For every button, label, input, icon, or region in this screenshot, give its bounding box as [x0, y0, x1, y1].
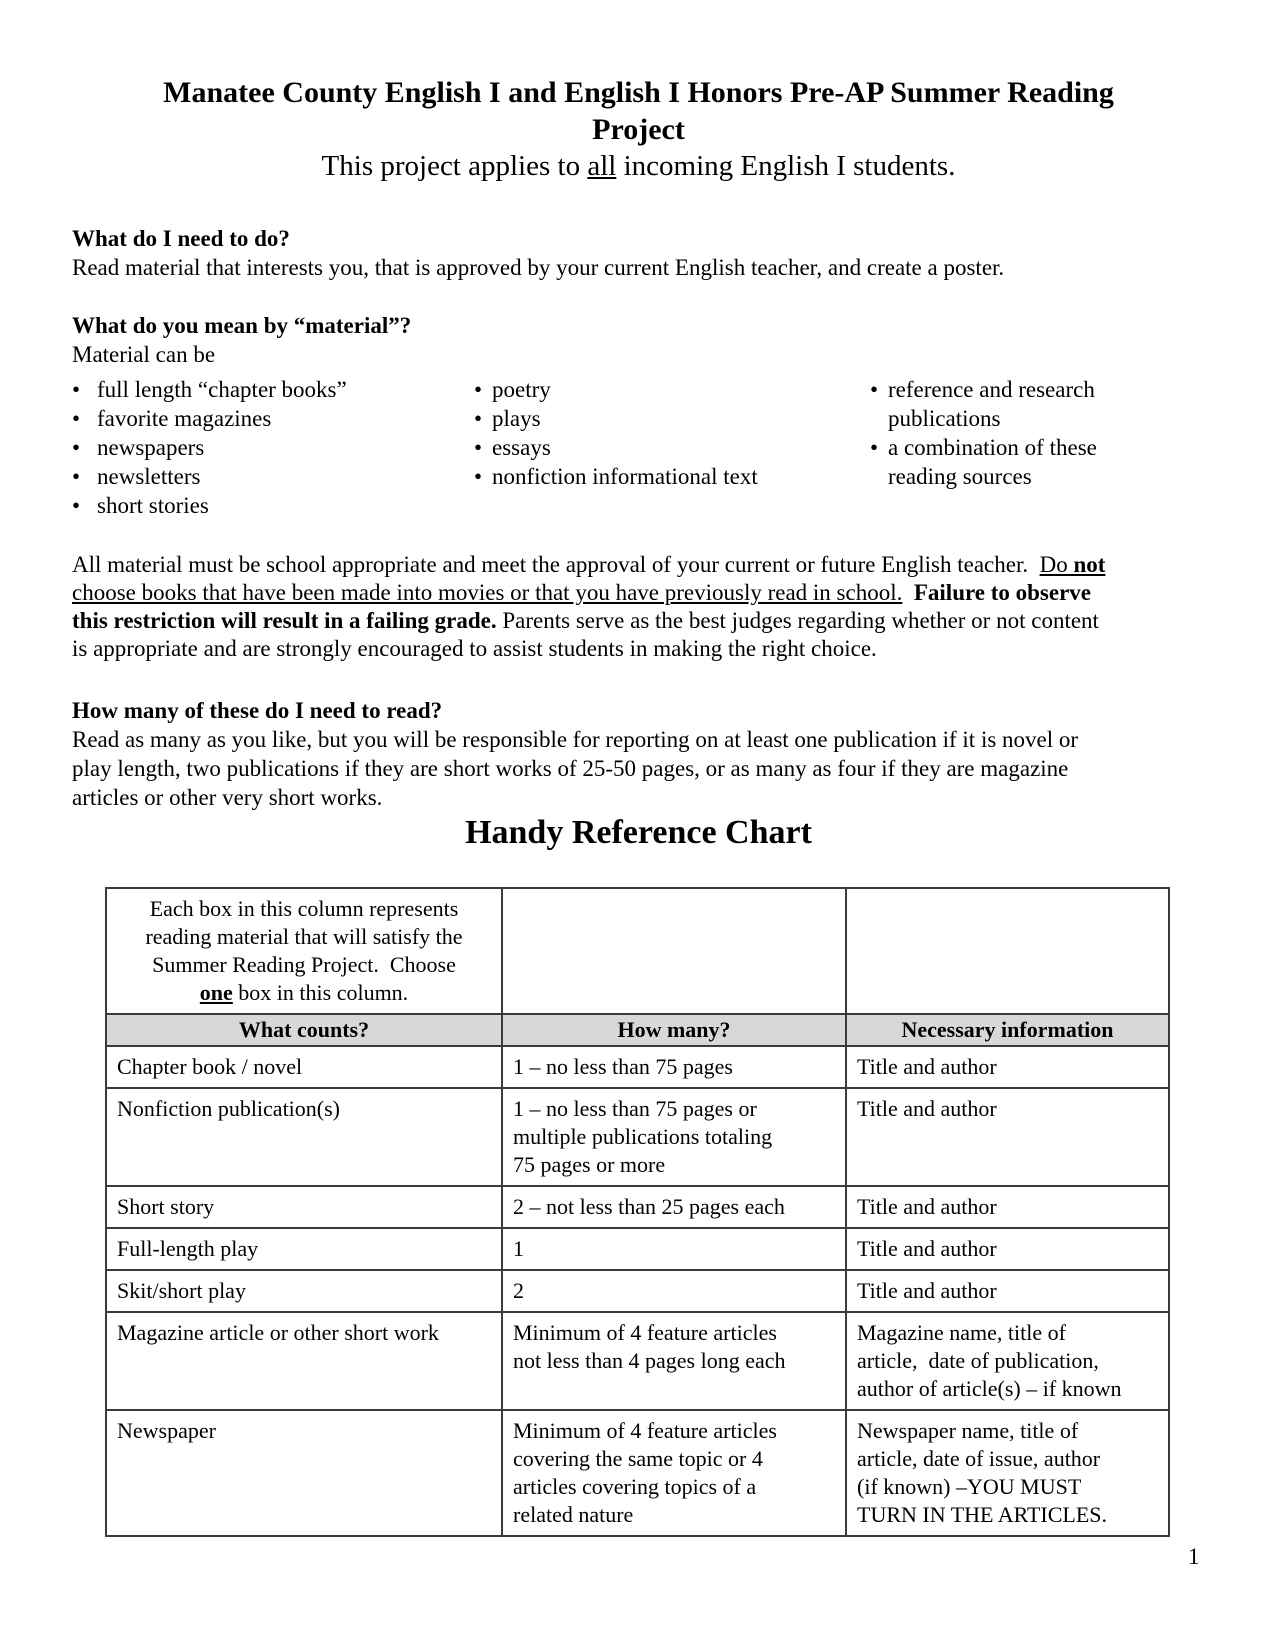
table-cell — [106, 1088, 502, 1186]
table-cell — [502, 1088, 846, 1186]
table-cell — [846, 1312, 1169, 1410]
list-item: • favorite magazines — [72, 404, 474, 433]
text-run-underline: choose books that have been made into movies or that you have previously read in school. — [72, 580, 903, 605]
table-row — [106, 1186, 1169, 1228]
cell-line: Short story — [117, 1194, 215, 1219]
cell-line: author of article(s) – if known — [857, 1376, 1122, 1401]
list-item: • a combination of these reading sources — [870, 433, 1130, 491]
text-run-bold: this restriction will result in a failing grade. — [72, 608, 497, 633]
intro-line — [117, 979, 491, 1007]
cell-line: Title and author — [857, 1054, 997, 1079]
intro-cell — [106, 888, 502, 1014]
cell-line: Nonfiction publication(s) — [117, 1096, 341, 1121]
table-cell — [846, 1046, 1169, 1088]
intro-one-emphasis: one — [199, 980, 233, 1005]
material-list-column-3 — [870, 375, 1130, 520]
list-item: • reference and research publications — [870, 375, 1130, 433]
title-line-2: Project — [592, 113, 685, 146]
paragraph-line — [72, 551, 1205, 579]
paragraph-line: play length, two publications if they are short works of 25-50 pages, or as many as four if they are magazine — [72, 756, 1069, 781]
table-cell — [106, 1312, 502, 1410]
table-cell — [846, 1270, 1169, 1312]
table-row — [106, 1046, 1169, 1088]
list-item: • newsletters — [72, 462, 474, 491]
intro-line-rest: box in this column. — [232, 980, 409, 1005]
subtitle-emphasis: all — [587, 150, 617, 182]
cell-line: 2 – not less than 25 pages each — [513, 1194, 785, 1219]
subtitle-post: incoming English I students. — [616, 150, 956, 182]
cell-line: Title and author — [857, 1236, 997, 1261]
table-row — [106, 1228, 1169, 1270]
cell-line: Minimum of 4 feature articles — [513, 1418, 777, 1443]
cell-line: multiple publications totaling — [513, 1124, 773, 1149]
column-header-what-counts: What counts? — [106, 1014, 502, 1046]
table-cell — [846, 1410, 1169, 1536]
paragraph-line: Read as many as you like, but you will be responsible for reporting on at least one publication if it is novel or — [72, 727, 1079, 752]
table-cell — [846, 1228, 1169, 1270]
intro-line: Summer Reading Project. Choose — [152, 952, 456, 977]
text-run-underline-bold: not — [1073, 552, 1106, 577]
table-row-intro — [106, 888, 1169, 1014]
section-heading-what-to-do: What do I need to do? — [72, 226, 290, 251]
table-row — [106, 1312, 1169, 1410]
cell-line: Title and author — [857, 1096, 997, 1121]
section-heading-material: What do you mean by “material”? — [72, 313, 412, 338]
cell-line: (if known) –YOU MUST — [857, 1474, 1082, 1499]
table-cell — [106, 1270, 502, 1312]
cell-line: Title and author — [857, 1278, 997, 1303]
table-cell — [106, 1410, 502, 1536]
list-item: • plays — [474, 404, 870, 433]
how-many-paragraph — [72, 725, 1205, 812]
chart-title: Handy Reference Chart — [465, 814, 812, 851]
cell-line: Skit/short play — [117, 1278, 246, 1303]
list-item: • short stories — [72, 491, 474, 520]
text-run: Parents serve as the best judges regarding whether or not content — [496, 608, 1099, 633]
text-run-underline: Do — [1039, 552, 1074, 577]
table-row — [106, 1270, 1169, 1312]
cell-line: 75 pages or more — [513, 1152, 666, 1177]
table-cell — [502, 1270, 846, 1312]
cell-line: articles covering topics of a — [513, 1474, 757, 1499]
cell-line: Magazine name, title of — [857, 1320, 1066, 1345]
cell-line: 1 – no less than 75 pages — [513, 1054, 733, 1079]
material-list-column-1 — [72, 375, 474, 520]
cell-line: related nature — [513, 1502, 634, 1527]
material-bullet-columns — [72, 375, 1205, 520]
cell-line: article, date of publication, — [857, 1348, 1099, 1373]
approval-paragraph — [72, 551, 1205, 663]
cell-line: Minimum of 4 feature articles — [513, 1320, 777, 1345]
list-item: • poetry — [474, 375, 870, 404]
page-number: 1 — [1188, 1544, 1200, 1569]
page-title — [72, 74, 1205, 148]
material-lead: Material can be — [72, 342, 216, 367]
reference-chart-table — [105, 887, 1170, 1537]
table-cell — [502, 1410, 846, 1536]
table-row — [106, 1088, 1169, 1186]
table-cell — [502, 1312, 846, 1410]
table-cell — [106, 1046, 502, 1088]
table-cell — [502, 1228, 846, 1270]
empty-cell — [502, 888, 846, 1014]
cell-line: covering the same topic or 4 — [513, 1446, 763, 1471]
text-run — [902, 580, 914, 605]
list-item: • newspapers — [72, 433, 474, 462]
table-header-row — [106, 1014, 1169, 1046]
cell-line: Newspaper name, title of — [857, 1418, 1079, 1443]
text-run: is appropriate and are strongly encouraged to assist students in making the right choice. — [72, 636, 877, 661]
table-cell — [846, 1088, 1169, 1186]
cell-line: Newspaper — [117, 1418, 216, 1443]
column-header-how-many: How many? — [502, 1014, 846, 1046]
paragraph-line — [72, 579, 1205, 607]
cell-line: 1 – no less than 75 pages or — [513, 1096, 757, 1121]
column-header-necessary-information: Necessary information — [846, 1014, 1169, 1046]
paragraph-line — [72, 607, 1205, 635]
subtitle-pre: This project applies to — [321, 150, 588, 182]
table-cell — [502, 1186, 846, 1228]
empty-cell — [846, 888, 1169, 1014]
cell-line: 1 — [513, 1236, 524, 1261]
table-cell — [106, 1228, 502, 1270]
cell-line: article, date of issue, author — [857, 1446, 1101, 1471]
list-item: • nonfiction informational text — [474, 462, 870, 491]
text-run: All material must be school appropriate and meet the approval of your current or future English teacher. — [72, 552, 1040, 577]
title-line-1: Manatee County English I and English I Honors Pre-AP Summer Reading — [163, 76, 1114, 109]
cell-line: Chapter book / novel — [117, 1054, 303, 1079]
intro-line: Each box in this column represents — [149, 896, 459, 921]
paragraph-line: articles or other very short works. — [72, 785, 383, 810]
table-cell — [846, 1186, 1169, 1228]
list-item: • full length “chapter books” — [72, 375, 474, 404]
text-run-bold: Failure to observe — [913, 580, 1092, 605]
cell-line: Magazine article or other short work — [117, 1320, 439, 1345]
table-cell — [106, 1186, 502, 1228]
intro-line: reading material that will satisfy the — [145, 924, 463, 949]
cell-line: not less than 4 pages long each — [513, 1348, 786, 1373]
cell-line: Title and author — [857, 1194, 997, 1219]
table-row — [106, 1410, 1169, 1536]
table-cell — [502, 1046, 846, 1088]
list-item: • essays — [474, 433, 870, 462]
cell-line: 2 — [513, 1278, 524, 1303]
subtitle — [72, 148, 1205, 185]
paragraph-line — [72, 635, 1205, 663]
section-heading-how-many: How many of these do I need to read? — [72, 698, 443, 723]
cell-line: Full-length play — [117, 1236, 259, 1261]
what-to-do-body: Read material that interests you, that is approved by your current English teacher, and create a poster. — [72, 255, 1005, 280]
material-list-column-2 — [474, 375, 870, 520]
cell-line: TURN IN THE ARTICLES. — [857, 1502, 1108, 1527]
